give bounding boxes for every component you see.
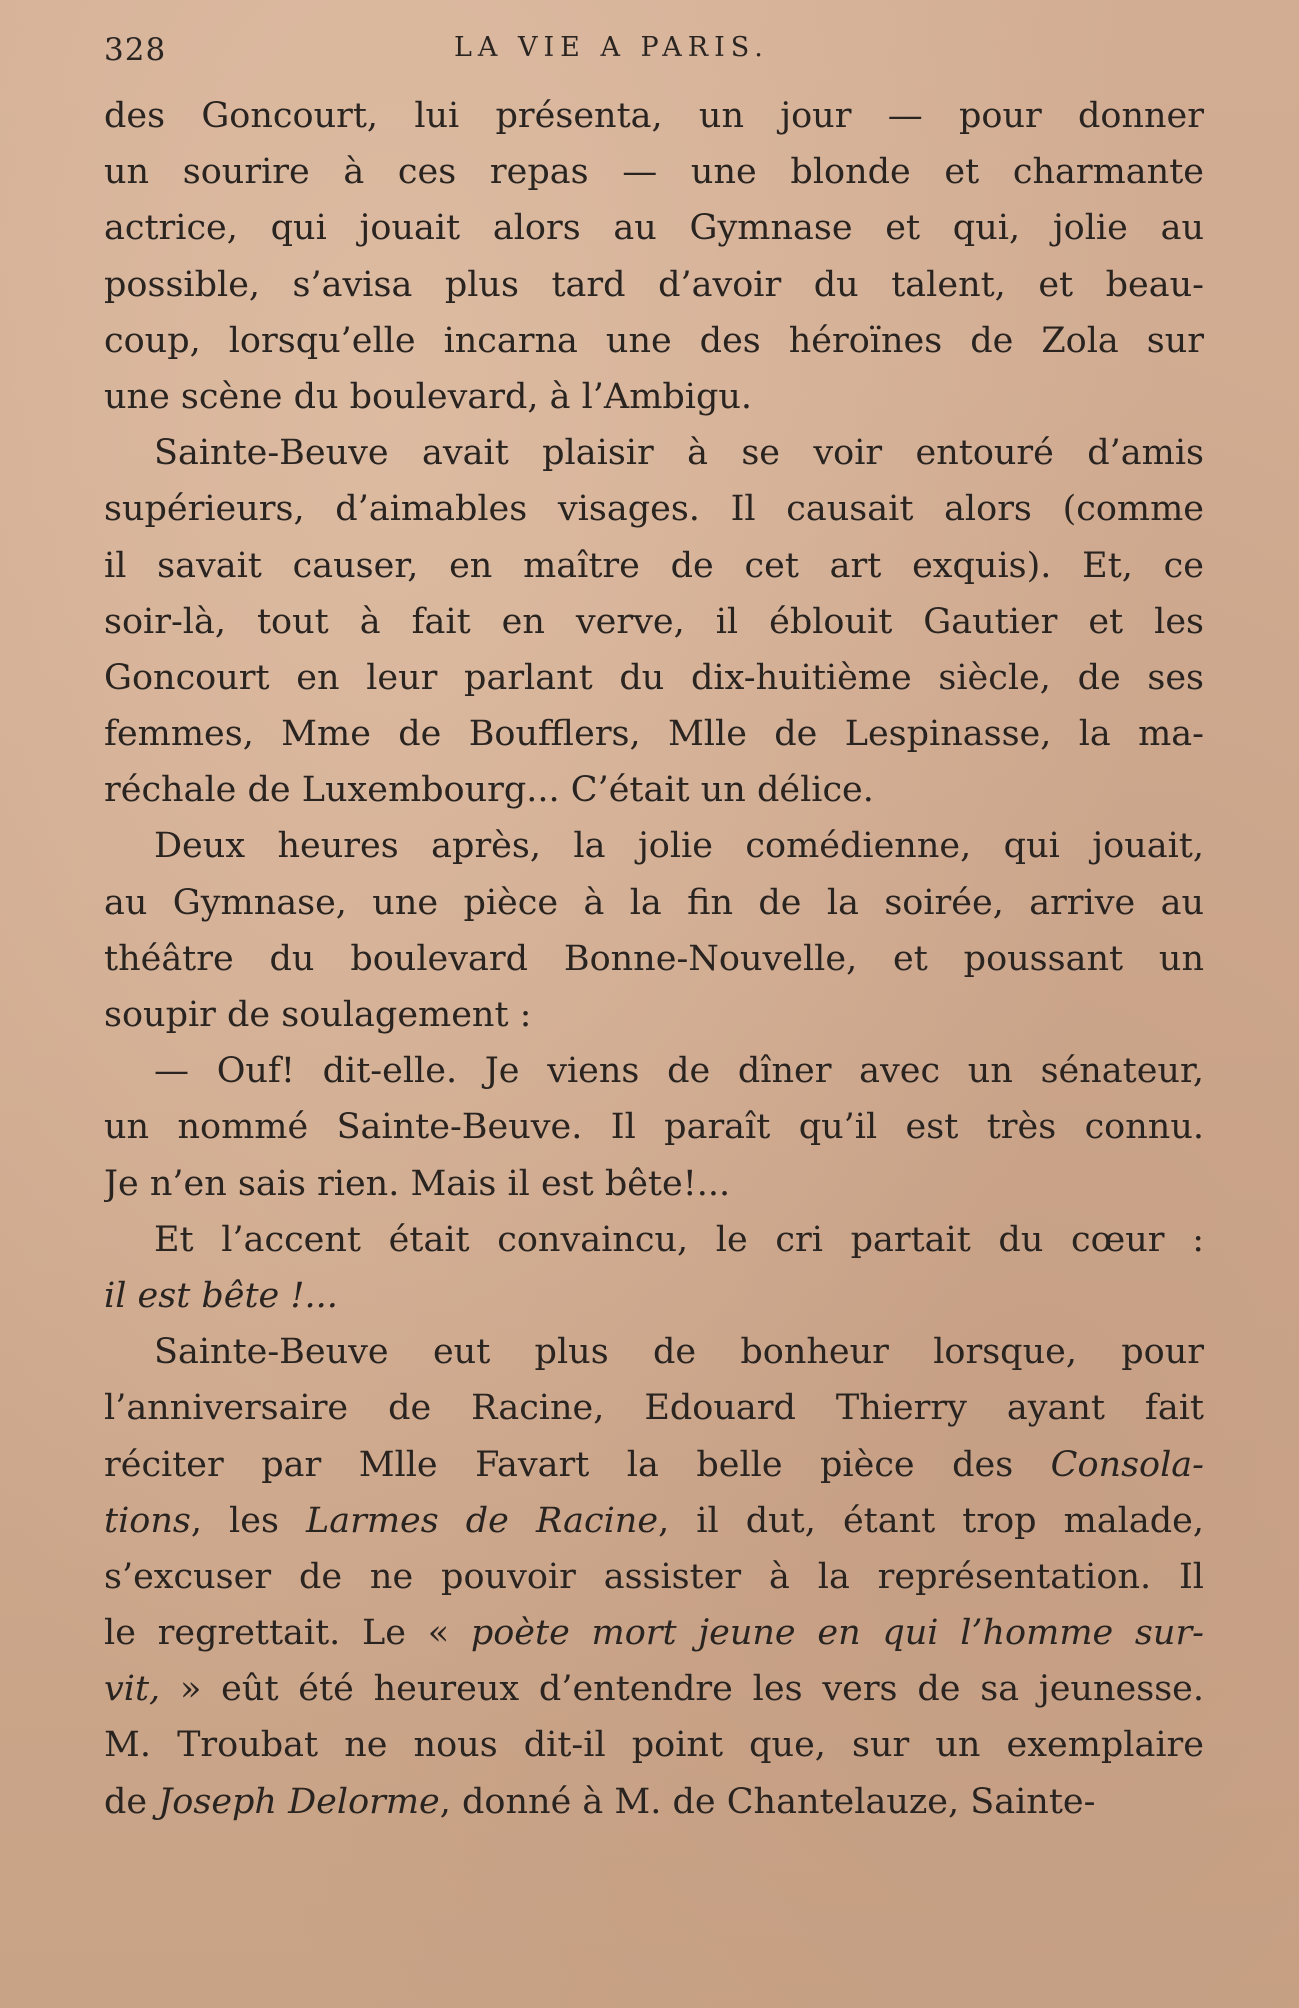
text-run: supérieurs, d’aimables visages. Il causait alors (comme: [104, 489, 1204, 530]
text-run: M. Troubat ne nous dit-il point que, sur un exemplaire: [104, 1725, 1204, 1766]
text-line: [104, 987, 1204, 1043]
text-run: , il dut, étant trop malade,: [658, 1500, 1204, 1541]
text-line: [104, 1549, 1204, 1605]
text-run: » eût été heureux d’entendre les vers de sa jeunesse.: [160, 1669, 1204, 1710]
italic-text: tions: [104, 1500, 191, 1541]
text-line: [104, 1099, 1204, 1155]
text-run: — Ouf! dit-elle. Je viens de dîner avec un sénateur,: [154, 1051, 1204, 1092]
text-line: [104, 706, 1204, 762]
text-run: une scène du boulevard, à l’Ambigu.: [104, 376, 753, 417]
text-run: Je n’en sais rien. Mais il est bête!...: [104, 1163, 731, 1204]
text-line: [104, 1212, 1204, 1268]
italic-text: poète mort jeune en qui l’homme sur-: [470, 1613, 1204, 1654]
text-run: possible, s’avisa plus tard d’avoir du talent, et beau-: [104, 264, 1204, 305]
text-line: [104, 88, 1204, 144]
text-run: le regrettait. Le «: [104, 1613, 471, 1654]
text-line: [104, 1437, 1204, 1493]
text-line: [104, 762, 1204, 818]
text-line: [104, 538, 1204, 594]
italic-text: Consola-: [1050, 1444, 1204, 1485]
text-line: [104, 1380, 1204, 1436]
text-line: [104, 481, 1204, 537]
text-line: [104, 369, 1204, 425]
text-run: , les: [190, 1500, 306, 1541]
italic-text: Joseph Delorme: [158, 1781, 440, 1822]
running-head: [104, 26, 1214, 76]
text-line: [104, 1268, 1204, 1324]
text-run: Et l’accent était convaincu, le cri partait du cœur :: [154, 1219, 1204, 1260]
text-line: [104, 875, 1204, 931]
text-line: [104, 594, 1204, 650]
text-run: femmes, Mme de Boufflers, Mlle de Lespinasse, la ma-: [104, 714, 1204, 755]
italic-text: vit,: [104, 1669, 161, 1710]
running-title: LA VIE A PARIS.: [454, 32, 769, 63]
text-run: Sainte-Beuve avait plaisir à se voir entouré d’amis: [154, 433, 1204, 474]
text-run: l’anniversaire de Racine, Edouard Thierry ayant fait: [104, 1388, 1204, 1429]
text-run: , donné à M. de Chantelauze, Sainte-: [439, 1781, 1096, 1822]
text-line: [104, 425, 1204, 481]
text-line: [104, 313, 1204, 369]
text-run: coup, lorsqu’elle incarna une des héroïnes de Zola sur: [104, 320, 1204, 361]
text-line: [104, 200, 1204, 256]
text-line: [104, 1717, 1204, 1773]
text-line: [104, 1324, 1204, 1380]
text-line: [104, 1774, 1204, 1830]
text-run: Deux heures après, la jolie comédienne, qui jouait,: [154, 826, 1204, 867]
text-run: Goncourt en leur parlant du dix-huitième siècle, de ses: [104, 657, 1204, 698]
italic-text: il est bête !...: [104, 1275, 338, 1316]
text-run: soir-là, tout à fait en verve, il éblouit Gautier et les: [104, 601, 1204, 642]
text-run: il savait causer, en maître de cet art exquis). Et, ce: [104, 545, 1204, 586]
text-run: des Goncourt, lui présenta, un jour — pour donner: [104, 96, 1204, 136]
text-line: [104, 1605, 1204, 1661]
text-run: un sourire à ces repas — une blonde et charmante: [104, 152, 1204, 193]
text-line: [104, 931, 1204, 987]
text-run: théâtre du boulevard Bonne-Nouvelle, et poussant un: [104, 938, 1204, 979]
text-run: de: [104, 1781, 159, 1822]
text-line: [104, 650, 1204, 706]
text-run: actrice, qui jouait alors au Gymnase et qui, jolie au: [104, 208, 1204, 249]
text-line: [104, 257, 1204, 313]
body-text: [104, 88, 1204, 1830]
italic-text: Larmes de Racine: [306, 1500, 659, 1541]
text-line: [104, 1156, 1204, 1212]
text-line: [104, 144, 1204, 200]
text-run: au Gymnase, une pièce à la fin de la soirée, arrive au: [104, 882, 1204, 923]
page-number: 328: [104, 32, 167, 68]
text-line: [104, 1043, 1204, 1099]
text-run: réchale de Luxembourg... C’était un délice.: [104, 770, 874, 811]
text-line: [104, 1661, 1204, 1717]
text-line: [104, 1493, 1204, 1549]
text-run: Sainte-Beuve eut plus de bonheur lorsque, pour: [154, 1332, 1204, 1373]
text-run: réciter par Mlle Favart la belle pièce des: [104, 1444, 1051, 1485]
text-run: un nommé Sainte-Beuve. Il paraît qu’il est très connu.: [104, 1107, 1204, 1148]
text-line: [104, 818, 1204, 874]
text-run: soupir de soulagement :: [104, 995, 532, 1035]
text-run: s’excuser de ne pouvoir assister à la représentation. Il: [104, 1556, 1204, 1597]
